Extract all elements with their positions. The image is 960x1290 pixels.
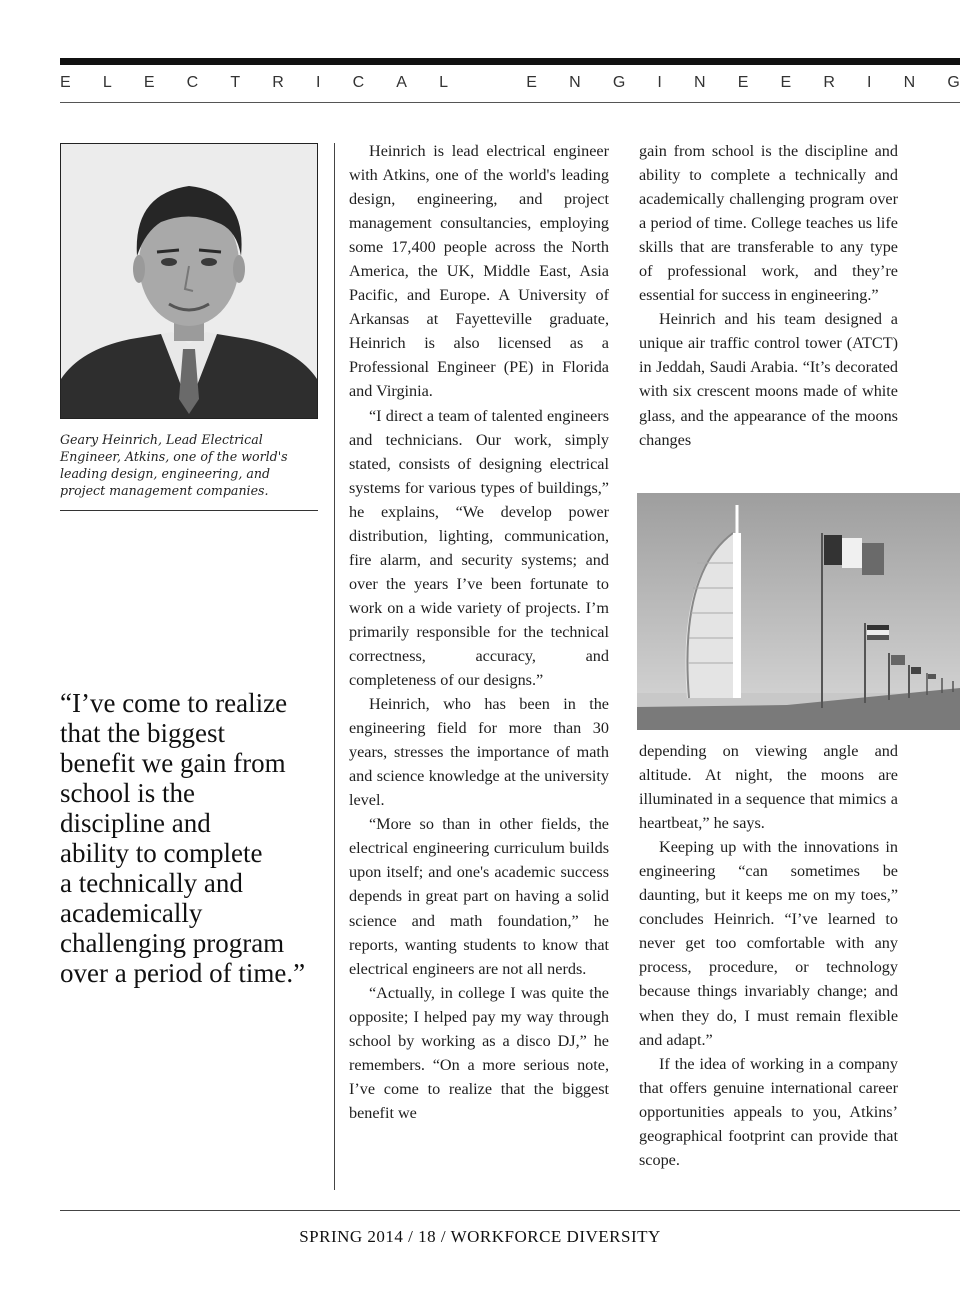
caption-rule: [60, 510, 318, 511]
tower-photo: [637, 493, 960, 730]
article-paragraph: Heinrich, who has been in the engineering field for more than 30 years, stresses the importance of math and science knowledge at the university level.: [349, 695, 609, 810]
section-letter: C: [352, 74, 365, 91]
section-letter: G: [612, 74, 626, 91]
page-footer: SPRING 2014 / 18 / WORKFORCE DIVERSITY: [299, 1227, 661, 1246]
section-letter: R: [272, 74, 284, 91]
section-letter: N: [569, 74, 581, 91]
section-letter: C: [186, 74, 199, 91]
header-rule-thick: [60, 58, 960, 65]
article-paragraph: Keeping up with the innovations in engineering “can sometimes be daunting, but it keeps me on my toes,” concludes Heinrich. “I’ve learned to never get too comfortable with any process, procedure, or technology because things invariably change; and when they do, I must remain flexible and adapt.”: [639, 838, 898, 1049]
article-paragraph: depending on viewing angle and altitude. At night, the moons are illuminated in a sequence that mimics a heartbeat,” he says.: [639, 742, 898, 833]
section-letter: T: [230, 74, 241, 91]
article-paragraph: “Actually, in college I was quite the opposite; I helped pay my way through school by working as a disco DJ,” he remembers. “On a more serious note, I’ve come to realize that the biggest benefit we: [349, 983, 609, 1122]
section-title: [60, 74, 960, 92]
article-column-right-top: [639, 139, 898, 452]
section-letter: I: [867, 74, 872, 91]
article-paragraph: “I direct a team of talented engineers and technicians. Our work, simply stated, consists of designing electrical systems for various types of buildings,” he explains, “We develop power distribution, lighting, communication, fire alarm, and security systems; and over the years I’ve been fortunate to work on a wide variety of projects. I’m primarily responsible for the technical correctness, accuracy, and completeness of our designs.”: [349, 406, 609, 690]
section-letter: G: [947, 74, 960, 91]
section-letter: I: [657, 74, 662, 91]
section-letter: L: [102, 74, 112, 91]
article-paragraph: gain from school is the discipline and ability to complete a technically and academically challenging program over a period of time. College teaches us life skills that are transferable to any type of professional work, and they’re essential for success in engineering.”: [639, 142, 898, 305]
pull-quote-line: that the biggest: [60, 718, 225, 748]
column-divider: [334, 143, 335, 1190]
section-letter: N: [694, 74, 706, 91]
pull-quote-line: ability to complete: [60, 838, 263, 868]
section-letter: E: [737, 74, 749, 91]
tower-illustration: [637, 493, 960, 730]
article-paragraph: Heinrich and his team designed a unique air traffic control tower (ATCT) in Jeddah, Saudi Arabia. “It’s decorated with six crescent moons made of white glass, and the appearance of the moons changes: [639, 310, 898, 449]
photo-caption: Geary Heinrich, Lead Electrical Engineer, Atkins, one of the world's leading design, engineering, and project management companies.: [60, 432, 288, 498]
section-letter: R: [823, 74, 835, 91]
article-column-right-bottom: [639, 739, 898, 1172]
pull-quote-line: a technically and: [60, 868, 243, 898]
section-letter: A: [396, 74, 407, 91]
article-paragraph: If the idea of working in a company that offers genuine international career opportunities appeals to you, Atkins’ geographical footprint can provide that scope.: [639, 1054, 898, 1169]
pull-quote-line: “I’ve come to realize: [60, 688, 288, 718]
pull-quote-line: academically: [60, 898, 203, 928]
section-letter: N: [903, 74, 916, 91]
pull-quote-line: challenging program: [60, 928, 285, 958]
section-letter: E: [143, 74, 155, 91]
header-rule-thin: [60, 102, 960, 103]
pull-quote-line: discipline and: [60, 808, 211, 838]
article-paragraph: Heinrich is lead electrical engineer with Atkins, one of the world's leading design, engineering, and project management consultancies, employing some 17,400 people across the North America, the UK, Middle East, Asia Pacific, and Europe. A University of Arkansas at Fayetteville graduate, Heinrich is also licensed as a Professional Engineer (PE) in Florida and Virginia.: [349, 142, 609, 401]
article-column-middle: [349, 139, 609, 1125]
portrait-illustration: [61, 144, 317, 418]
section-letter: L: [439, 74, 449, 91]
section-letter: I: [316, 74, 321, 91]
pull-quote: [60, 688, 330, 988]
pull-quote-line: over a period of time.”: [60, 958, 306, 988]
pull-quote-line: benefit we gain from: [60, 748, 286, 778]
article-paragraph: “More so than in other fields, the electrical engineering curriculum builds upon itself; and one's academic success depends in great part on having a solid science and math foundation,” he reports, wanting students to know that electrical engineers are not all nerds.: [349, 815, 609, 978]
section-letter: E: [60, 74, 71, 91]
section-letter: E: [526, 74, 537, 91]
pull-quote-line: school is the: [60, 778, 195, 808]
portrait-photo: [60, 143, 318, 419]
footer-rule: [60, 1210, 960, 1211]
section-letter: E: [780, 74, 792, 91]
